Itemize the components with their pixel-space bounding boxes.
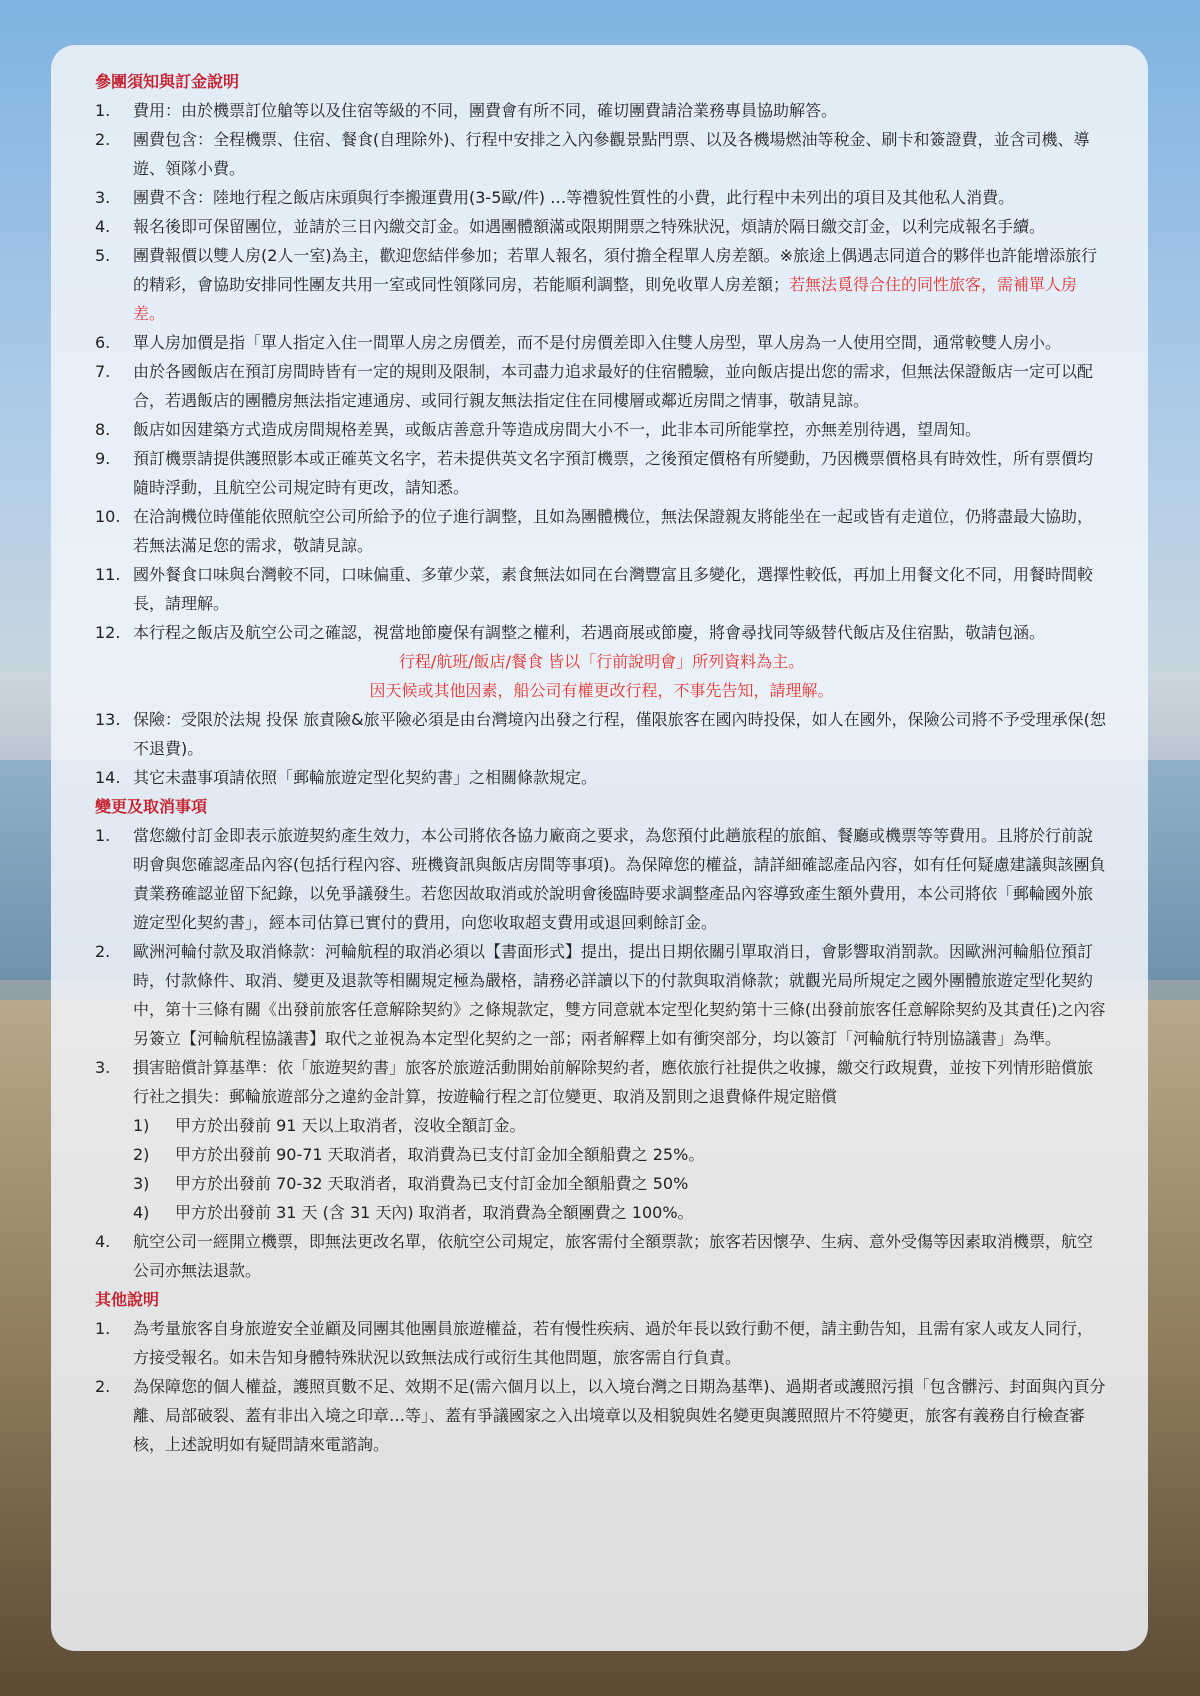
item-text: 歐洲河輪付款及取消條款：河輪航程的取消必須以【書面形式】提出，提出日期依關引單取消日，會影響取消罰款。因歐洲河輪船位預訂時，付款條件、取消、變更及退款等相關規定極為嚴格，請務必詳讀以下的付款與取消條款；就觀光局所規定之國外團體旅遊定型化契約中，第十三條有關《出發前旅客任意解除契約》之條規款定，雙方同意就本定型化契約第十三條(出發前旅客任意解除契約及其責任)之內容另簽立【河輪航程協議書】取代之並視為本定型化契約之一部；兩者解釋上如有衝突部分，均以簽訂「河輪航行特別協議書」為準。	[133, 942, 1106, 1048]
list-item	[95, 183, 1108, 212]
item-text: 單人房加價是指「單人指定入住一間單人房之房價差，而不是付房價差即入住雙人房型，單人房為一人使用空間，通常較雙人房小。	[133, 333, 1062, 352]
list-item	[95, 125, 1108, 183]
item-number: 5.	[95, 246, 111, 265]
list-item	[95, 96, 1108, 125]
list-item	[95, 705, 1108, 763]
list-item	[95, 937, 1108, 1053]
subitem-number: 3)	[133, 1174, 150, 1193]
list-item	[95, 560, 1108, 618]
item-number: 4.	[95, 1232, 111, 1251]
item-text: 為保障您的個人權益，護照頁數不足、效期不足(需六個月以上，以入境台灣之日期為基準)、過期者或護照污損「包含髒污、封面與內頁分離、局部破裂、蓋有非出入境之印章…等」、蓋有爭議國家之入出境章以及相貌與姓名變更與護照照片不符變更，旅客有義務自行檢查審核，上述說明如有疑問請來電諮詢。	[133, 1377, 1106, 1454]
sublist-item	[133, 1111, 1108, 1140]
list-item	[95, 444, 1108, 502]
item-text: 保險：受限於法規 投保 旅責險&旅平險必須是由台灣境內出發之行程，僅限旅客在國內時投保，如人在國外，保險公司將不予受理承保(恕不退費)。	[133, 710, 1106, 758]
item-number: 8.	[95, 420, 111, 439]
list-item	[95, 1372, 1108, 1459]
note-briefing: 行程/航班/飯店/餐食 皆以「行前說明會」所列資料為主。	[398, 652, 805, 671]
item-text: 飯店如因建築方式造成房間規格差異，或飯店善意升等造成房間大小不一，此非本司所能掌控，亦無差別待遇，望周知。	[133, 420, 982, 439]
item-number: 1.	[95, 1319, 111, 1338]
item-number: 11.	[95, 565, 121, 584]
item-text: 國外餐食口味與台灣較不同，口味偏重、多葷少菜，素食無法如同在台灣豐富且多變化，選擇性較低，再加上用餐文化不同，用餐時間較長，請理解。	[133, 565, 1094, 613]
other-list	[95, 1314, 1108, 1459]
list-item	[95, 1314, 1108, 1372]
list-item	[95, 1053, 1108, 1227]
subitem-number: 1)	[133, 1116, 150, 1135]
item-text: 在洽詢機位時僅能依照航空公司所給予的位子進行調整，且如為團體機位，無法保證親友將能坐在一起或皆有走道位，仍將盡最大協助，若無法滿足您的需求，敬請見諒。	[133, 507, 1094, 555]
list-item	[95, 357, 1108, 415]
subitem-text: 甲方於出發前 31 天 (含 31 天內) 取消者，取消費為全額團費之 100%。	[175, 1203, 694, 1222]
list-item	[95, 415, 1108, 444]
subitem-number: 4)	[133, 1203, 150, 1222]
subitem-number: 2)	[133, 1145, 150, 1164]
subitem-text: 甲方於出發前 90-71 天取消者，取消費為已支付訂金加全額船費之 25%。	[175, 1145, 705, 1164]
item-number: 9.	[95, 449, 111, 468]
changes-list	[95, 821, 1108, 1285]
item-number: 7.	[95, 362, 111, 381]
item-number: 6.	[95, 333, 111, 352]
item-number: 3.	[95, 188, 111, 207]
item-text: 團費報價以雙人房(2人一室)為主，歡迎您結伴參加；若單人報名，須付擔全程單人房差額。※旅途上偶遇志同道合的夥伴也許能增添旅行的精彩，會協助安排同性團友共用一室或同性領隊同房，若能順利調整，則免收單人房差額；	[133, 246, 1098, 294]
item-number: 2.	[95, 130, 111, 149]
item-number: 2.	[95, 1377, 111, 1396]
registration-list-continued	[95, 705, 1108, 792]
item-number: 12.	[95, 623, 121, 642]
sublist-item	[133, 1169, 1108, 1198]
item-text: 為考量旅客自身旅遊安全並顧及同團其他團員旅遊權益，若有慢性疾病、過於年長以致行動不便，請主動告知，且需有家人或友人同行，方接受報名。如未告知身體特殊狀況以致無法成行或衍生其他問題，旅客需自行負責。	[133, 1319, 1094, 1367]
section-title-other: 其他說明	[95, 1290, 160, 1309]
sublist-item	[133, 1140, 1108, 1169]
item-number: 10.	[95, 507, 121, 526]
content-panel	[51, 45, 1148, 1651]
section-title-registration: 參團須知與訂金說明	[95, 72, 240, 91]
item-text: 費用：由於機票訂位艙等以及住宿等級的不同，團費會有所不同，確切團費請洽業務專員協助解答。	[133, 101, 838, 120]
list-item	[95, 241, 1108, 328]
item-text: 航空公司一經開立機票，即無法更改名單，依航空公司規定，旅客需付全額票款；旅客若因懷孕、生病、意外受傷等因素取消機票，航空公司亦無法退款。	[133, 1232, 1094, 1280]
list-item	[95, 1227, 1108, 1285]
item-number: 4.	[95, 217, 111, 236]
list-item	[95, 502, 1108, 560]
list-item	[95, 212, 1108, 241]
item-text: 預訂機票請提供護照影本或正確英文名字，若未提供英文名字預訂機票，之後預定價格有所變動，乃因機票價格具有時效性，所有票價均隨時浮動，且航空公司規定時有更改，請知悉。	[133, 449, 1094, 497]
subitem-text: 甲方於出發前 91 天以上取消者，沒收全額訂金。	[175, 1116, 526, 1135]
item-number: 1.	[95, 101, 111, 120]
registration-list	[95, 96, 1108, 647]
item-number: 1.	[95, 826, 111, 845]
list-item	[95, 328, 1108, 357]
item-text: 其它未盡事項請依照「郵輪旅遊定型化契約書」之相關條款規定。	[133, 768, 598, 787]
section-title-changes: 變更及取消事項	[95, 797, 208, 816]
item-text: 由於各國飯店在預訂房間時皆有一定的規則及限制，本司盡力追求最好的住宿體驗，並向飯店提出您的需求，但無法保證飯店一定可以配合，若遇飯店的團體房無法指定連通房、或同行親友無法指定住在同樓層或鄰近房間之情事，敬請見諒。	[133, 362, 1094, 410]
list-item	[95, 763, 1108, 792]
item-text: 當您繳付訂金即表示旅遊契約產生效力，本公司將依各協力廠商之要求，為您預付此趟旅程的旅館、餐廳或機票等等費用。且將於行前說明會與您確認產品內容(包括行程內容、班機資訊與飯店房間等事項)。為保障您的權益，請詳細確認產品內容，如有任何疑慮建議與該團負責業務確認並留下紀錄，以免爭議發生。若您因故取消或於說明會後臨時要求調整產品內容導致產生額外費用，本公司將依「郵輪國外旅遊定型化契約書」，經本司估算已實付的費用，向您收取超支費用或退回剩餘訂金。	[133, 826, 1106, 932]
sublist-item	[133, 1198, 1108, 1227]
list-item	[95, 821, 1108, 937]
item-text: 報名後即可保留團位，並請於三日內繳交訂金。如遇團體額滿或限期開票之特殊狀況，煩請於隔日繳交訂金，以利完成報名手續。	[133, 217, 1046, 236]
item-number: 13.	[95, 710, 121, 729]
item-text: 團費不含：陸地行程之飯店床頭與行李搬運費用(3-5歐/件) …等禮貌性質性的小費，此行程中未列出的項目及其他私人消費。	[133, 188, 1015, 207]
subitem-text: 甲方於出發前 70-32 天取消者，取消費為已支付訂金加全額船費之 50%	[175, 1174, 689, 1193]
item-text: 損害賠償計算基準：依「旅遊契約書」旅客於旅遊活動開始前解除契約者，應依旅行社提供之收據，繳交行政規費，並按下列情形賠償旅行社之損失：郵輪旅遊部分之違約金計算，按遊輪行程之訂位變更、取消及罰則之退費條件規定賠償	[133, 1058, 1094, 1106]
item-text-highlight: 若無法覓得合住的同性旅客，需補單人房差。	[133, 275, 1078, 323]
list-item	[95, 618, 1108, 647]
penalty-sublist	[133, 1111, 1108, 1227]
item-text: 團費包含：全程機票、住宿、餐食(自理除外)、行程中安排之入內參觀景點門票、以及各機場燃油等稅金、刷卡和簽證費，並含司機、導遊、領隊小費。	[133, 130, 1090, 178]
note-weather: 因天候或其他因素，船公司有權更改行程，不事先告知，請理解。	[369, 681, 834, 700]
item-number: 14.	[95, 768, 121, 787]
item-text: 本行程之飯店及航空公司之確認，視當地節慶保有調整之權利，若遇商展或節慶，將會尋找同等級替代飯店及住宿點，敬請包涵。	[133, 623, 1046, 642]
item-number: 3.	[95, 1058, 111, 1077]
item-number: 2.	[95, 942, 111, 961]
